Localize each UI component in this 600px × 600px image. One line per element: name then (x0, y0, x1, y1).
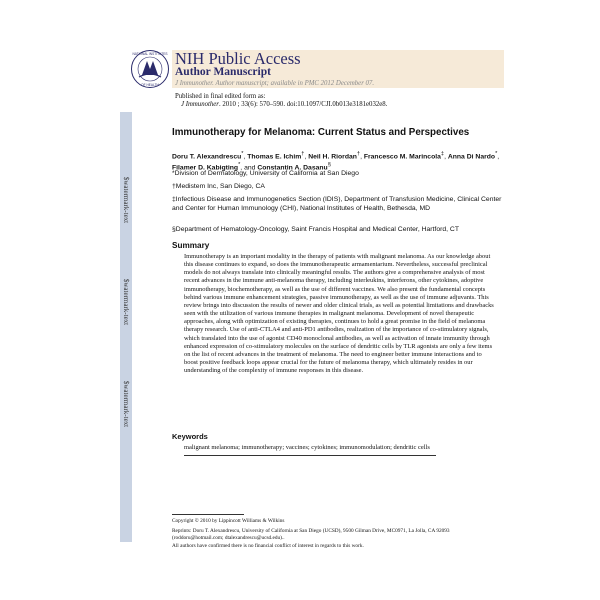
author-mark: * (495, 151, 498, 157)
affiliation: ‡Infectious Disease and Immunogenetics Section (IDIS), Department of Transfusion Medicine, Clinical Center and Center for Human Immunology (CHI), National Institutes of Health, Bethesda, MD (172, 196, 502, 212)
author-name: Neil H. Riordan (308, 153, 357, 161)
author-mark: * (241, 151, 244, 157)
footnote-divider (172, 514, 244, 515)
reprints-note: Reprints: Doru T. Alexandrescu, University of California at San Diego (UCSD), 9500 Gilman Drive, MC0971, La Jolla, CA 92093 (roddoru@hotmail.com; dtalexandrescu@ucsd.edu).. (172, 528, 450, 541)
keywords-heading: Keywords (172, 432, 208, 441)
author-name: Constantin A. Dasanu (257, 164, 328, 172)
author-name: Francesco M. Marincola (363, 153, 441, 161)
author-list: Doru T. Alexandrescu*, Thomas E. Ichim†, Neil H. Riordan†, Francesco M. Marincola‡, Anna Di Nardo*, Filamer D. Kabigting*, and Constantin A. Dasanu§ (172, 151, 500, 172)
author-manuscript-label: Author Manuscript (175, 66, 271, 78)
watermark-text: $watermark-text (122, 380, 131, 428)
keywords-divider (184, 455, 436, 456)
author-mark: † (356, 151, 361, 157)
author-mark: ‡ (440, 151, 445, 157)
article-title: Immunotherapy for Melanoma: Current Status and Perspectives (172, 127, 470, 138)
nih-seal-logo (130, 49, 170, 89)
copyright-note: Copyright © 2010 by Lippincott Williams & Wilkins (172, 518, 285, 524)
affiliation: *Division of Dermatology, University of California at San Diego (172, 170, 359, 177)
nih-public-access-title: NIH Public Access (175, 49, 301, 68)
watermark-text: $watermark-text (122, 176, 131, 224)
author-mark: * (238, 162, 241, 169)
disclosure-note: All authors have confirmed there is no financial conflict of interest in regards to this work. (172, 543, 364, 549)
summary-heading: Summary (172, 241, 210, 250)
published-label: Published in final edited form as: (175, 93, 266, 100)
author-name: Doru T. Alexandrescu (172, 153, 242, 161)
keywords-text: malignant melanoma; immunotherapy; vaccines; cytokines; immunomodulation; dendritic cells (184, 444, 430, 451)
watermark-text: $watermark-text (122, 278, 131, 326)
author-mark: § (327, 162, 331, 169)
citation-journal: J Immunother (181, 101, 219, 108)
author-name: Thomas E. Ichim (247, 153, 302, 161)
summary-text: Immunotherapy is an important modality in the therapy of patients with malignant melanoma. As our knowledge about this disease continues to expand, so does the immunotherapeutic armamentarium. Nevertheless, successful preclinical models do not always translate into clinically meaningful results. The authors give a comprehensive analysis of most recent advances in the immune anti-melanoma therapy, including interleukins, interferons, other cytokines, adoptive immunotherapy, biochemotherapy, as well as the use of different vaccines. We also present the fundamental concepts behind various immune enhancement strategies, passive immunotherapy, as well as the use of immune adjuvants. This review brings into discussion the results of newer and older clinical trials, as well as potential limitations and drawbacks seen with the utilization of various immune therapies in malignant melanoma. Development of novel therapeutic approaches, along with optimization of existing therapies, continues to hold a great promise in the field of melanoma therapy research. Use of anti-CTLA4 and anti-PD1 antibodies, realization of the importance of co-stimulatory signals, which translated into the use of agonist CD40 monoclonal antibodies, as well as activation of innate immunity through enhanced expression of co-stimulatory molecules on the surface of dendritic cells by TLR agonists are only a few items on the list of recent advances in the treatment of melanoma. The need to engineer better immune interactions and to boost positive feedback loops appear crucial for the future of melanoma therapy, which ultimately resides in our understanding of the complexity of immune responses in this disease. (184, 253, 494, 375)
citation-line (181, 101, 387, 108)
author-mark: † (301, 151, 305, 157)
citation-details: . 2010 ; 33(6): 570–590. doi:10.1097/CJI.0b013e3181e032e8. (218, 101, 388, 108)
affiliation: §Department of Hematology-Oncology, Saint Francis Hospital and Medical Center, Hartford, CT (172, 226, 459, 233)
svg-text:NATIONAL INSTITUTES: NATIONAL INSTITUTES (132, 52, 168, 56)
affiliation: †Medistem Inc, San Diego, CA (172, 183, 265, 190)
author-name: Filamer D. Kabigting (172, 164, 239, 172)
svg-text:OF HEALTH: OF HEALTH (141, 83, 159, 87)
author-name: Anna Di Nardo (447, 153, 496, 161)
availability-line: J Immunother. Author manuscript; available in PMC 2012 December 07. (175, 80, 375, 87)
